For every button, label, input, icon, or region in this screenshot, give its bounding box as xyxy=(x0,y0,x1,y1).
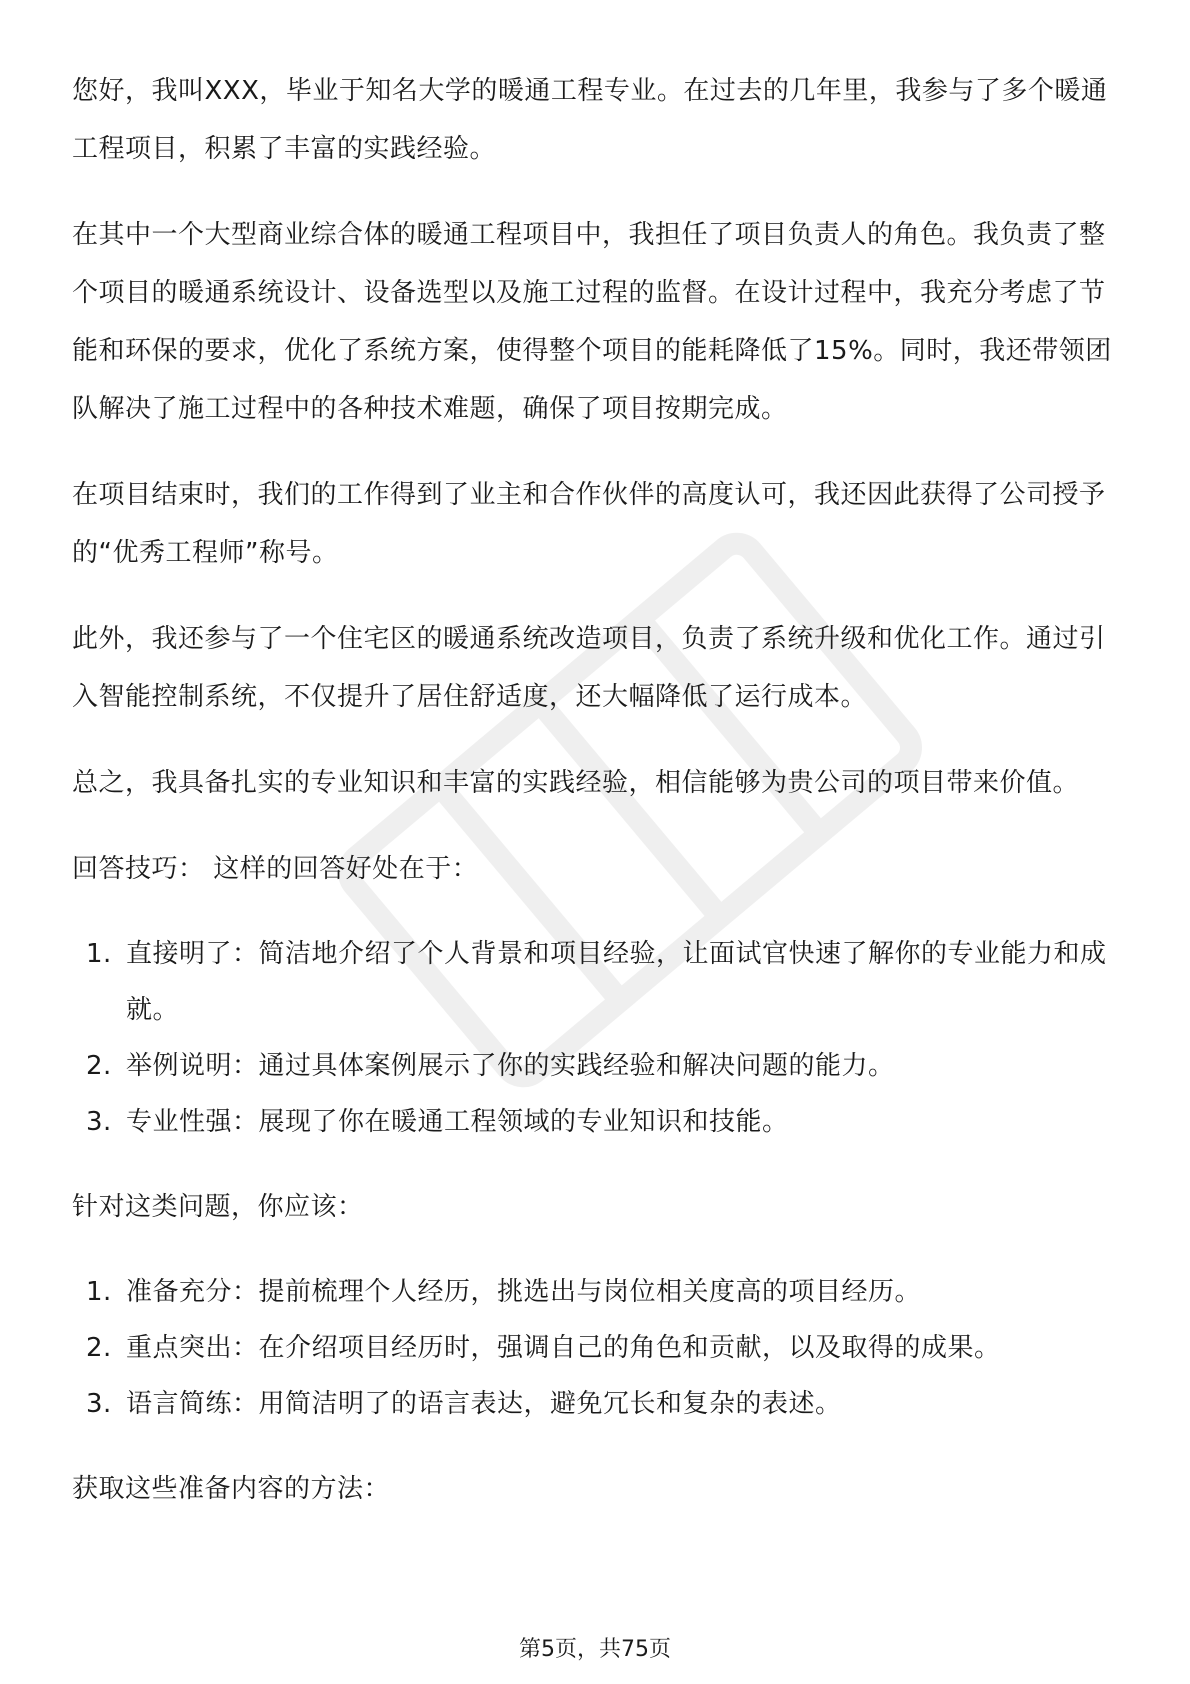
list-text: 举例说明：通过具体案例展示了你的实践经验和解决问题的能力。 xyxy=(126,1051,895,1081)
list-number: 2. xyxy=(86,1333,112,1363)
list-number: 3. xyxy=(86,1107,112,1137)
list-item xyxy=(72,926,1122,1038)
tips-heading: 回答技巧： 这样的回答好处在于： xyxy=(72,854,479,884)
paragraph-intro: 您好，我叫XXX，毕业于知名大学的暖通工程专业。在过去的几年里，我参与了多个暖通工程项目，积累了丰富的实践经验。 xyxy=(72,76,1108,164)
list-number: 2. xyxy=(86,1051,112,1081)
paragraph-recognition: 在项目结束时，我们的工作得到了业主和合作伙伴的高度认可，我还因此获得了公司授予的“优秀工程师”称号。 xyxy=(72,480,1106,568)
list-text: 准备充分：提前梳理个人经历，挑选出与岗位相关度高的项目经历。 xyxy=(126,1277,922,1307)
paragraph-project-commercial: 在其中一个大型商业综合体的暖通工程项目中，我担任了项目负责人的角色。我负责了整个项目的暖通系统设计、设备选型以及施工过程的监督。在设计过程中，我充分考虑了节能和环保的要求，优化了系统方案，使得整个项目的能耗降低了15%。同时，我还带领团队解决了施工过程中的各种技术难题，确保了项目按期完成。 xyxy=(72,220,1112,424)
list-text: 专业性强：展现了你在暖通工程领域的专业知识和技能。 xyxy=(126,1107,789,1137)
list-text: 直接明了：简洁地介绍了个人背景和项目经验，让面试官快速了解你的专业能力和成就。 xyxy=(126,939,1107,1025)
list-item xyxy=(72,1320,1122,1376)
list-item xyxy=(72,1038,1122,1094)
closing-heading: 获取这些准备内容的方法： xyxy=(72,1474,391,1504)
list-text: 语言简练：用简洁明了的语言表达，避免冗长和复杂的表述。 xyxy=(126,1389,842,1419)
list-text: 重点突出：在介绍项目经历时，强调自己的角色和贡献，以及取得的成果。 xyxy=(126,1333,1001,1363)
list-item xyxy=(72,1264,1122,1320)
list-number: 1. xyxy=(86,939,112,969)
tips-list xyxy=(72,926,1122,1150)
document-body xyxy=(72,62,1122,1546)
list-number: 1. xyxy=(86,1277,112,1307)
advice-list xyxy=(72,1264,1122,1432)
list-item xyxy=(72,1094,1122,1150)
paragraph-project-residential: 此外，我还参与了一个住宅区的暖通系统改造项目，负责了系统升级和优化工作。通过引入智能控制系统，不仅提升了居住舒适度，还大幅降低了运行成本。 xyxy=(72,624,1106,712)
page-number: 第5页，共75页 xyxy=(519,1637,671,1662)
paragraph-summary: 总之，我具备扎实的专业知识和丰富的实践经验，相信能够为贵公司的项目带来价值。 xyxy=(72,768,1080,798)
advice-heading: 针对这类问题，你应该： xyxy=(72,1192,364,1222)
list-item xyxy=(72,1376,1122,1432)
list-number: 3. xyxy=(86,1389,112,1419)
